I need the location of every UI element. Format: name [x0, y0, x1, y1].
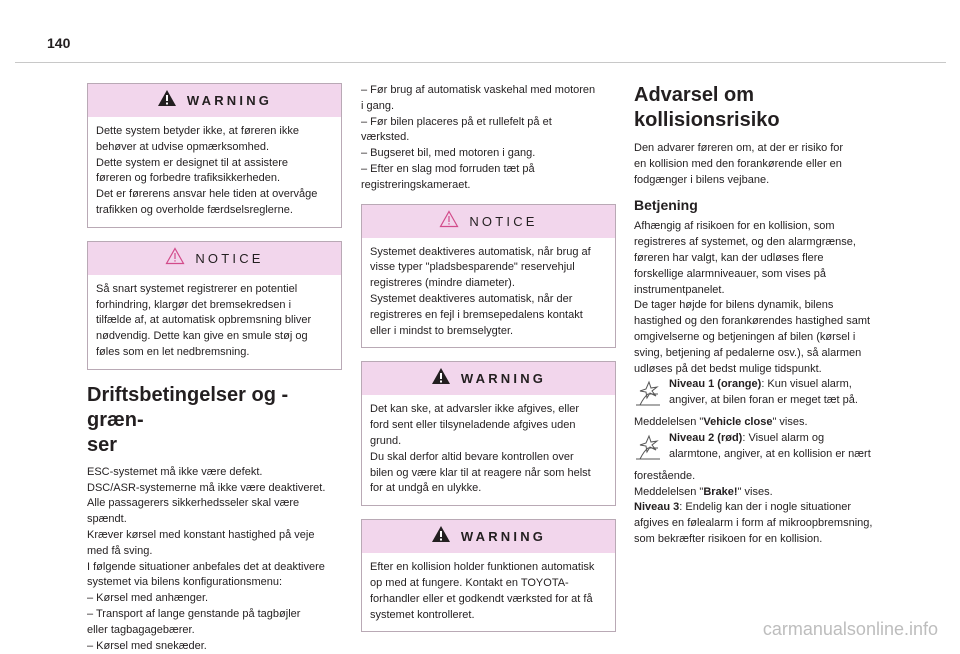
text-line: Den advarer føreren om, at der er risiko for	[634, 142, 844, 154]
level-text: : Endelig kan der i nogle situationer	[679, 501, 852, 514]
text-line: som bekræfter risikoen for en kollision.	[634, 532, 823, 545]
text-line: hastighed og den forankørendes hastighed samt	[634, 315, 871, 328]
text-line: forhindring, klargør det bremsekredsen i	[96, 298, 292, 311]
text-line: DSC/ASR-systemerne må ikke være deaktiveret.	[87, 481, 326, 494]
text-line: grund.	[370, 434, 402, 447]
text-line: spændt.	[87, 513, 127, 526]
text-line: bilen og være klar til at reagere når som helst	[370, 466, 591, 479]
collision-alert-icon	[634, 431, 666, 469]
text-part: " vises.	[737, 485, 773, 498]
text-line: I følgende situationer anbefales det at deaktivere	[87, 560, 325, 573]
text-line: Dette system er designet til at assistere	[96, 156, 288, 169]
warning-title: WARNING	[460, 529, 547, 545]
text-line: Alle passagerers sikkerhedsseler skal være	[87, 497, 300, 510]
text-line: trafikken og overholde færdselsreglerne.	[96, 203, 293, 216]
warning-box-header	[362, 362, 615, 395]
text-line: sving, betjening af pedalerne osv.), så alarmen	[634, 346, 862, 359]
text-line: registreringskameraet.	[361, 178, 471, 191]
text-line: behøver at udvise opmærksomhed.	[96, 140, 270, 153]
text-line: eller tagbagagebærer.	[87, 623, 195, 636]
text-line: Så snart systemet registrerer en potentiel	[96, 282, 298, 295]
collision-alert-icon	[634, 377, 666, 415]
footer-watermark: carmanualsonline.info	[762, 619, 938, 639]
text-line: føles som en let nedbremsning.	[96, 345, 250, 358]
text-line: systemet kontrolleret.	[370, 608, 475, 621]
text-line: forhandler eller et godkendt værksted for at få	[370, 592, 593, 605]
operating-conditions-text	[87, 465, 342, 654]
column-1	[87, 83, 342, 654]
text-line: Kræver kørsel med konstant hastighed på veje	[87, 528, 315, 541]
text-line: for at undgå en ulykke.	[370, 482, 482, 495]
list-item: – Bugseret bil, med motoren i gang.	[361, 147, 536, 160]
text-line: visse typer "pladsbesparende" reservehjul	[370, 261, 575, 274]
header-divider	[15, 62, 946, 63]
text-line: registreres (mindre diameter).	[370, 277, 515, 290]
warning-box-1	[87, 83, 342, 228]
text-line: Efter en kollision holder funktionen automatisk	[370, 561, 595, 574]
text-line: Det er førerens ansvar hele tiden at overvåge	[96, 188, 318, 201]
level-text: : Visuel alarm og	[742, 431, 825, 444]
text-line: føreren og forbedre trafiksikkerheden.	[96, 172, 281, 185]
level-label: Niveau 1 (orange)	[669, 378, 762, 391]
collision-intro	[634, 141, 896, 188]
notice-box-header	[88, 242, 341, 275]
notice-title: NOTICE	[469, 213, 538, 229]
notice-text	[88, 275, 341, 369]
text-line: registreres af systemet, og den alarmgrænse,	[634, 236, 856, 249]
warning-box-3	[361, 519, 616, 632]
warning-box-2	[361, 361, 616, 506]
warning-text	[88, 117, 341, 227]
text-line: tilfælde af, at automatisk opbremsning bliver	[96, 314, 312, 327]
message-text: Brake!	[703, 485, 738, 498]
text-line: Du skal derfor altid bevare kontrollen over	[370, 450, 574, 463]
text-line: ESC-systemet må ikke være defekt.	[87, 465, 263, 478]
text-part: " vises.	[772, 416, 808, 429]
text-line: i gang.	[361, 99, 395, 112]
list-item: – Før bilen placeres på et rullefelt på et	[361, 115, 552, 128]
deactivation-list	[361, 83, 616, 194]
notice-triangle-icon	[165, 247, 185, 270]
warning-triangle-icon	[157, 89, 177, 112]
text-line: forestående.	[634, 469, 696, 482]
text-line: eller i mindst to bremselygter.	[370, 324, 514, 337]
text-line: afgives en følealarm i form af mikroopbremsning,	[634, 517, 873, 530]
text-line: Dette system betyder ikke, at føreren ikke	[96, 125, 299, 137]
text-line: ford sent eller tilsyneladende afgives uden	[370, 419, 576, 432]
text-line: nødvendig. Dette kan give en smule støj og	[96, 330, 308, 343]
text-line: Systemet deaktiveres automatisk, når brug af	[370, 245, 591, 258]
notice-text	[362, 238, 615, 348]
notice-title: NOTICE	[195, 250, 264, 266]
text-line: systemet via bilens konfigurationsmenu:	[87, 576, 283, 589]
level-1-message	[634, 415, 896, 431]
notice-triangle-icon	[439, 210, 459, 233]
level-3-line	[634, 500, 896, 516]
notice-box-2	[361, 204, 616, 349]
text-line: en kollision med den forankørende eller en	[634, 157, 842, 170]
subheading-operation: Betjening	[634, 197, 698, 214]
text-line: udløses på det bedst mulige tidspunkt.	[634, 362, 822, 375]
text-line: med få sving.	[87, 544, 153, 557]
warning-text	[362, 553, 615, 631]
text-part: Meddelelsen "	[634, 485, 704, 498]
warning-box-header	[88, 84, 341, 117]
column-3	[634, 83, 896, 548]
section-heading-operating-conditions	[87, 383, 342, 458]
level-label: Niveau 3	[634, 501, 680, 514]
operation-text	[634, 219, 896, 547]
list-item: – Før brug af automatisk vaskehal med motoren	[361, 84, 596, 96]
notice-box-header	[362, 205, 615, 238]
level-2-message	[634, 485, 896, 501]
list-item: – Transport af lange genstande på tagbøjler	[87, 607, 301, 620]
text-line: Systemet deaktiveres automatisk, når der	[370, 292, 573, 305]
level-2-line	[669, 431, 871, 447]
warning-triangle-icon	[431, 525, 451, 548]
section-heading-collision-warning: Advarsel om kollisionsrisiko	[634, 84, 780, 131]
list-item: – Kørsel med anhænger.	[87, 592, 209, 605]
page-number: 140	[47, 35, 71, 51]
text-line: alarmtone, angiver, at en kollision er nært	[669, 447, 871, 460]
alert-level-1	[634, 377, 896, 415]
alert-level-2	[634, 431, 896, 469]
warning-title: WARNING	[460, 371, 547, 387]
warning-title: WARNING	[186, 93, 273, 108]
list-item: – Efter en slag mod forruden tæt på	[361, 162, 535, 175]
warning-text	[362, 395, 615, 505]
heading-line: ser	[87, 433, 118, 456]
column-2	[361, 83, 616, 645]
text-part: Meddelelsen "	[634, 416, 704, 429]
text-line: fodgænger i bilens vejbane.	[634, 173, 770, 186]
level-label: Niveau 2 (rød)	[669, 431, 743, 444]
text-line: Afhængig af risikoen for en kollision, som	[634, 220, 835, 233]
text-line: Det kan ske, at advarsler ikke afgives, eller	[370, 403, 580, 416]
text-line: De tager højde for bilens dynamik, bilens	[634, 299, 834, 312]
text-line: op med at fungere. Kontakt en TOYOTA-	[370, 576, 569, 589]
level-text: : Kun visuel alarm,	[761, 378, 852, 391]
message-text: Vehicle close	[703, 416, 773, 429]
text-line: instrumentpanelet.	[634, 283, 725, 296]
level-1-line	[669, 377, 858, 393]
heading-line: Driftsbetingelser og -græn-	[87, 383, 289, 431]
notice-box-1	[87, 241, 342, 370]
text-line: omgivelserne og betjeningen af bilen (kørsel i	[634, 330, 856, 343]
text-line: registreres en fejl i bremsepedalens kontakt	[370, 308, 583, 321]
text-line: angiver, at bilen foran er meget tæt på.	[669, 394, 858, 407]
text-line: værksted.	[361, 131, 410, 144]
warning-triangle-icon	[431, 367, 451, 390]
text-line: føreren har valgt, kan der udløses flere	[634, 251, 824, 264]
list-item: – Kørsel med snekæder.	[87, 639, 207, 652]
warning-box-header	[362, 520, 615, 553]
text-line: forskellige alarmniveauer, som vises på	[634, 267, 826, 280]
